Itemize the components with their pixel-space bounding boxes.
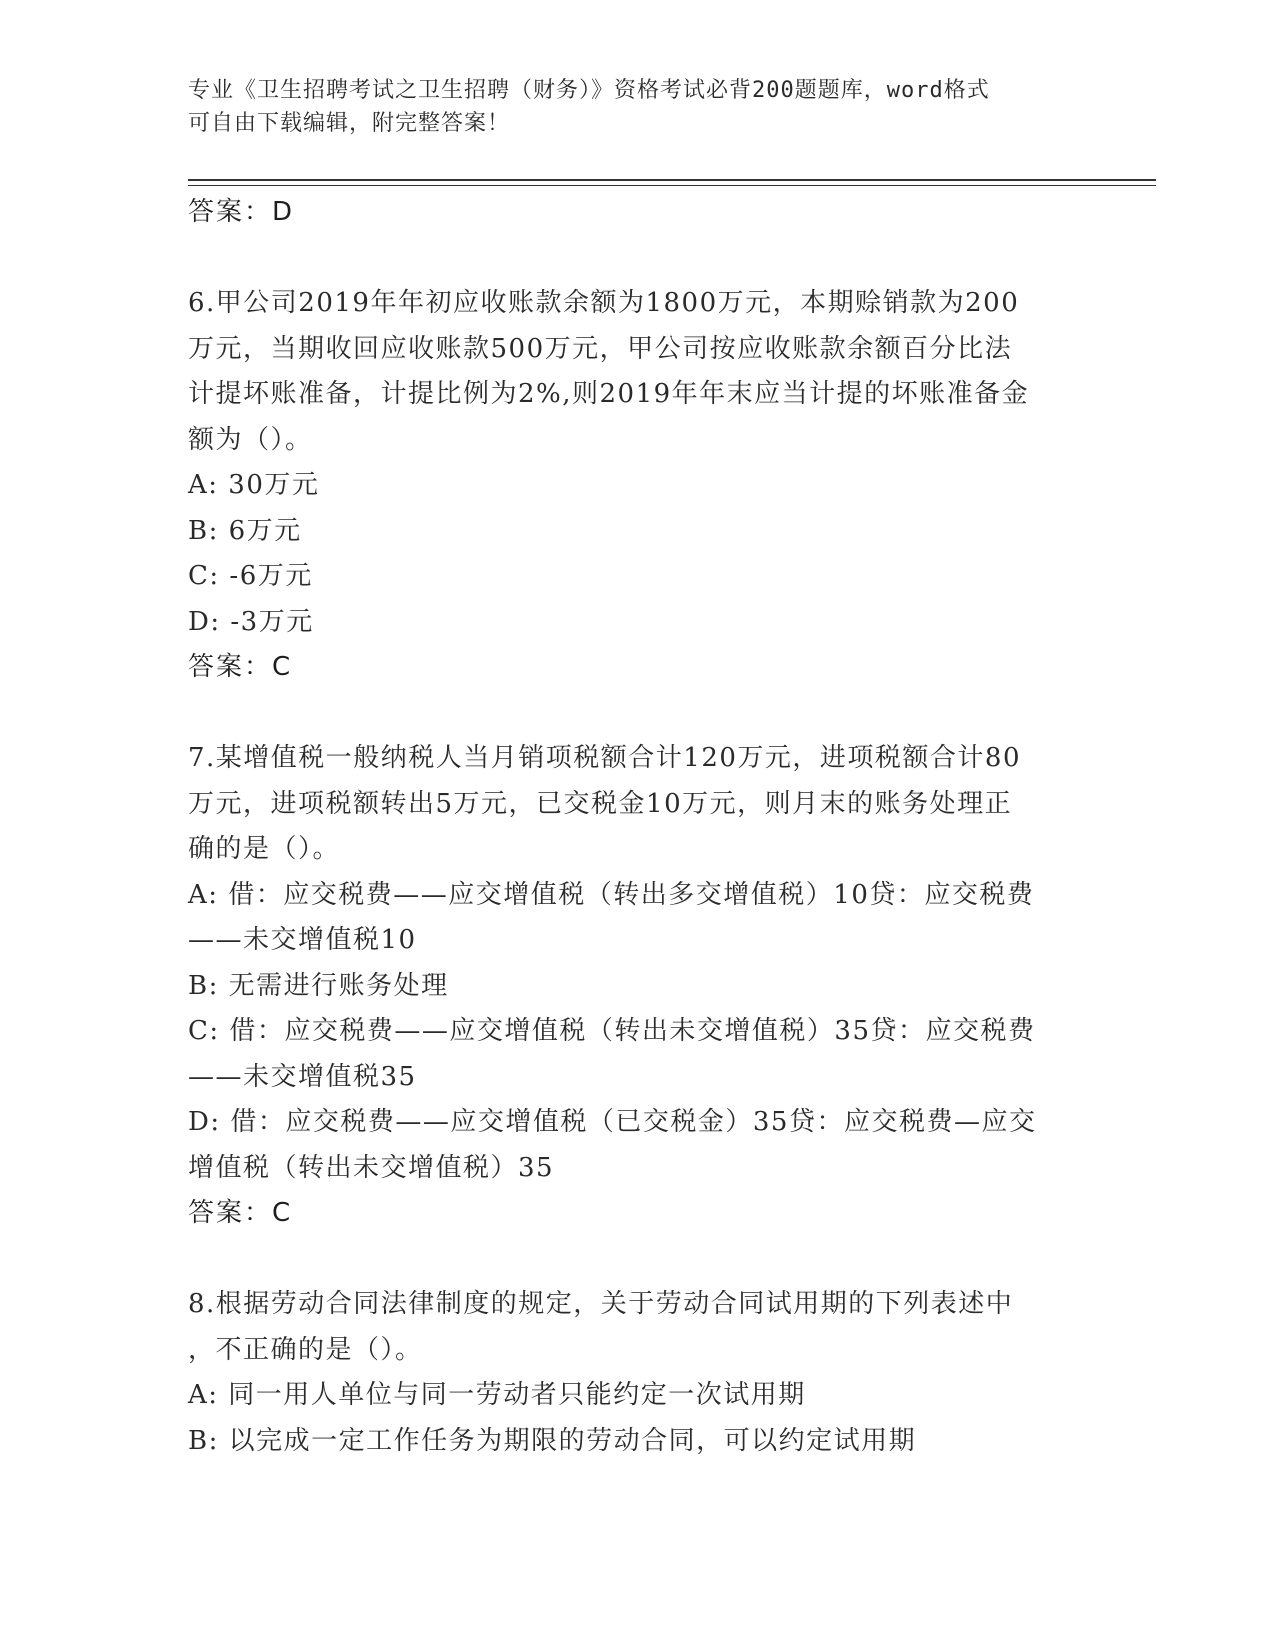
question-7-option-b: B: 无需进行账务处理: [188, 970, 449, 1001]
question-8-option-b: B: 以完成一定工作任务为期限的劳动合同，可以约定试用期: [188, 1425, 917, 1456]
question-7-option-d-cont: 增值税（转出未交增值税）35: [188, 1152, 555, 1183]
question-7-answer: 答案：C: [188, 1198, 293, 1228]
question-8-line-1: 8.根据劳动合同法律制度的规定，关于劳动合同试用期的下列表述中: [188, 1289, 1014, 1319]
question-8-option-a: A: 同一用人单位与同一劳动者只能约定一次试用期: [188, 1380, 806, 1410]
question-7-line-1: 7.某增值税一般纳税人当月销项税额合计120万元，进项税额合计80: [188, 743, 1022, 773]
header-line-1: 专业《卫生招聘考试之卫生招聘（财务）》资格考试必背200题题库，word格式: [188, 78, 990, 103]
question-7-option-a: A: 借：应交税费——应交增值税（转出多交增值税）10贷：应交税费: [188, 879, 1035, 910]
spacer: [188, 691, 1088, 737]
header-divider: [188, 179, 1156, 186]
question-6-line-2: 万元，当期收回应收账款500万元，甲公司按应收账款余额百分比法: [188, 333, 1013, 364]
question-6: [188, 281, 1088, 691]
question-6-option-d: D: -3万元: [188, 606, 314, 637]
header-line-2: 可自由下载编辑，附完整答案！: [188, 111, 511, 136]
question-8: [188, 1282, 1088, 1464]
question-7-line-2: 万元，进项税额转出5万元，已交税金10万元，则月末的账务处理正: [188, 788, 1013, 819]
question-content: [188, 190, 1088, 1464]
question-6-option-a: A: 30万元: [188, 470, 320, 500]
question-8-line-2: ，不正确的是（）。: [188, 1334, 423, 1365]
question-7-line-3: 确的是（）。: [188, 834, 341, 864]
question-7-option-c: C: 借：应交税费——应交增值税（转出未交增值税）35贷：应交税费: [188, 1016, 1036, 1046]
answer-prev: 答案：D: [188, 197, 295, 227]
question-6-line-1: 6.甲公司2019年年初应收账款余额为1800万元，本期赊销款为200: [188, 288, 1020, 318]
question-7-option-c-cont: ——未交增值税35: [188, 1061, 417, 1092]
question-7: [188, 736, 1088, 1237]
question-6-option-c: C: -6万元: [188, 561, 313, 591]
question-6-line-3: 计提坏账准备，计提比例为2%,则2019年年末应当计提的坏账准备金: [188, 379, 1030, 409]
question-7-option-a-cont: ——未交增值税10: [188, 925, 417, 955]
page-header: [188, 74, 1068, 140]
spacer: [188, 1237, 1088, 1283]
question-6-option-b: B: 6万元: [188, 515, 302, 546]
spacer: [188, 236, 1088, 282]
question-6-answer: 答案：C: [188, 652, 293, 682]
question-6-line-4: 额为（）。: [188, 424, 313, 455]
question-7-option-d: D: 借：应交税费——应交增值税（已交税金）35贷：应交税费—应交: [188, 1107, 1037, 1137]
